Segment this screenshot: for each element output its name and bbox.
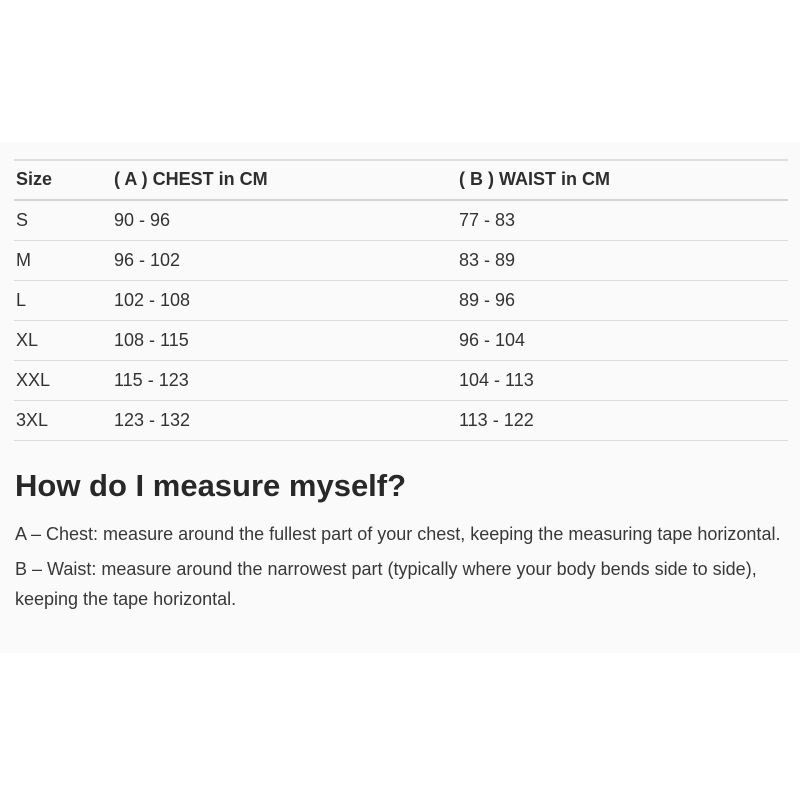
waist-cell: 113 - 122 (457, 401, 788, 441)
size-guide-section (0, 142, 800, 653)
waist-cell: 77 - 83 (457, 200, 788, 241)
waist-cell: 104 - 113 (457, 361, 788, 401)
table-row (14, 361, 788, 401)
table-row (14, 241, 788, 281)
column-header-waist: ( B ) WAIST in CM (457, 160, 788, 200)
measure-instruction-waist: B – Waist: measure around the narrowest part (typically where your body bends side to side), keeping the tape horizontal. (15, 559, 757, 609)
waist-cell: 96 - 104 (457, 321, 788, 361)
waist-cell: 89 - 96 (457, 281, 788, 321)
table-row (14, 401, 788, 441)
measure-instruction-chest: A – Chest: measure around the fullest part of your chest, keeping the measuring tape horizontal. (15, 524, 781, 544)
size-cell: XXL (14, 361, 112, 401)
waist-cell: 83 - 89 (457, 241, 788, 281)
table-header-row (14, 160, 788, 200)
measure-guide-heading: How do I measure myself? (15, 468, 407, 503)
column-header-size: Size (14, 160, 112, 200)
size-cell: M (14, 241, 112, 281)
size-cell: XL (14, 321, 112, 361)
chest-cell: 123 - 132 (112, 401, 457, 441)
chest-cell: 108 - 115 (112, 321, 457, 361)
column-header-chest: ( A ) CHEST in CM (112, 160, 457, 200)
chest-cell: 90 - 96 (112, 200, 457, 241)
chest-cell: 102 - 108 (112, 281, 457, 321)
size-chart-table (14, 159, 788, 441)
table-row (14, 321, 788, 361)
chest-cell: 115 - 123 (112, 361, 457, 401)
table-row (14, 281, 788, 321)
chest-cell: 96 - 102 (112, 241, 457, 281)
size-cell: 3XL (14, 401, 112, 441)
size-cell: L (14, 281, 112, 321)
size-cell: S (14, 200, 112, 241)
table-row (14, 200, 788, 241)
